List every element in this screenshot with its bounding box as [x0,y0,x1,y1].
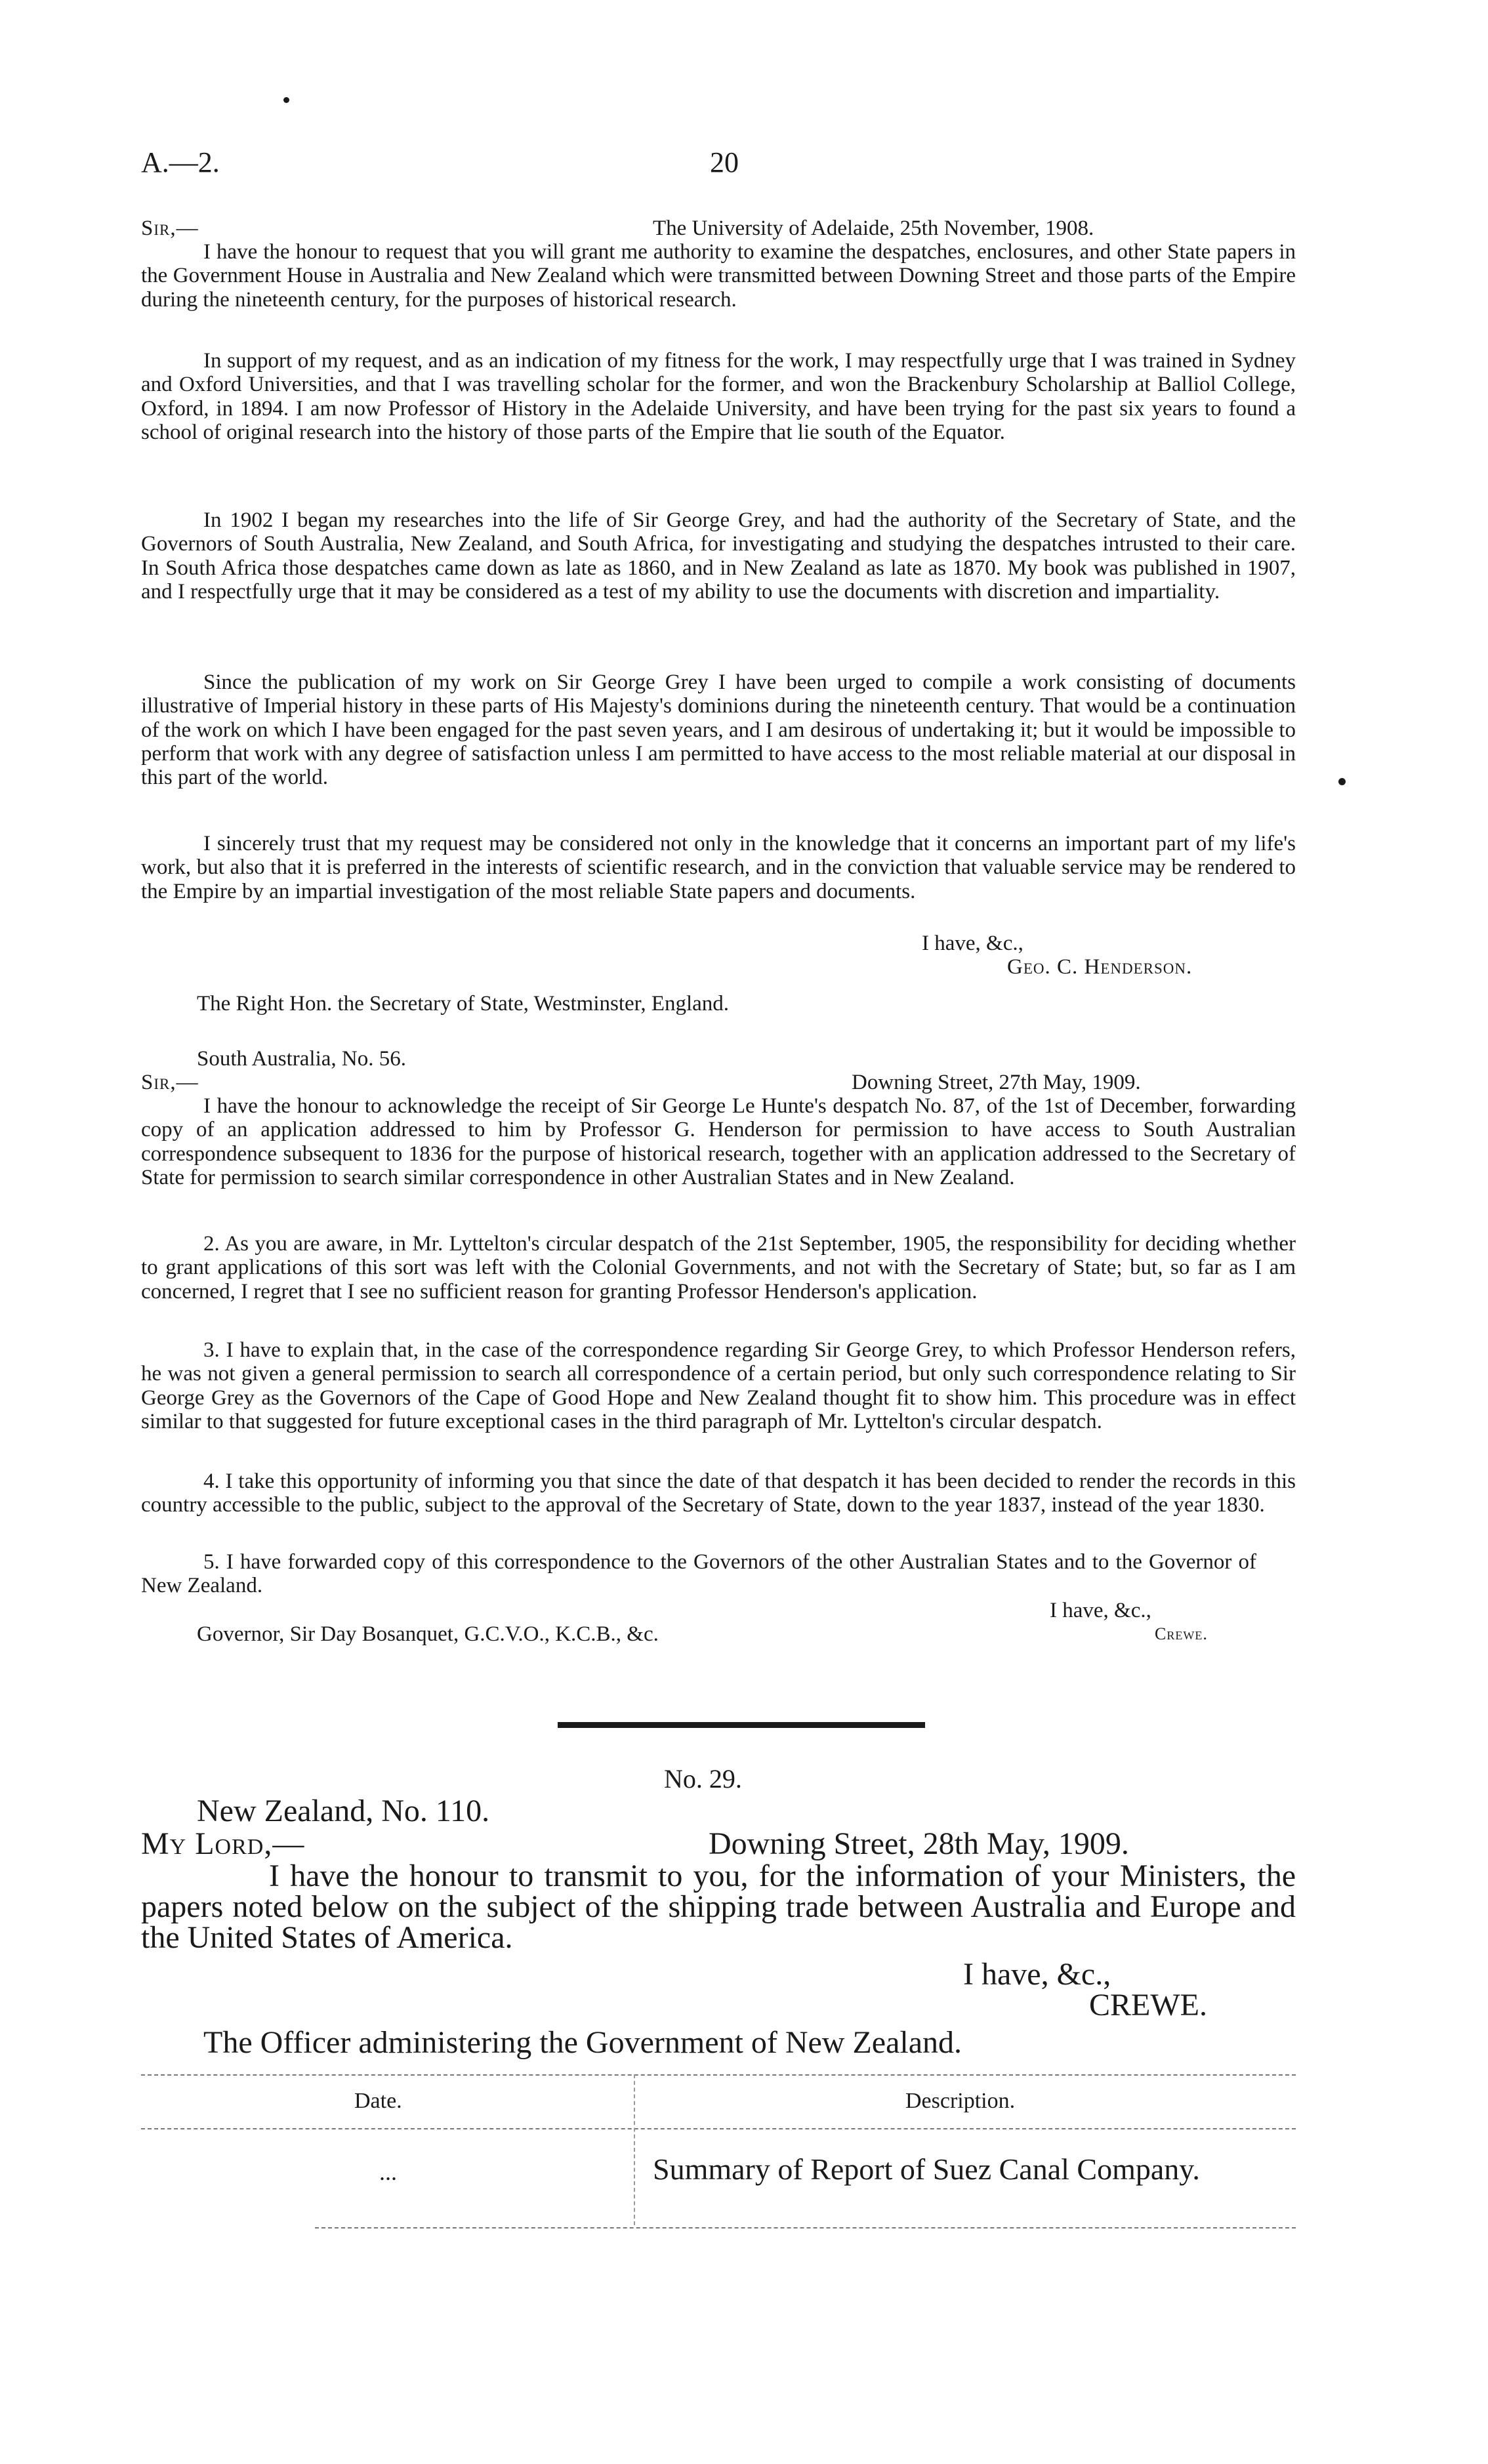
letter3-number: No. 29. [664,1764,742,1794]
letter3-address-date: Downing Street, 28th May, 1909. [709,1826,1129,1861]
letter3-reference: New Zealand, No. 110. [197,1794,490,1828]
table-bottom-rule [315,2227,1296,2228]
table-column-divider [634,2074,635,2225]
letter1-paragraph: I sincerely trust that my request may be considered not only in the knowledge that it concerns an important part of my life's work, but also that it is preferred in the interests of scientific research, and in the conviction that valuable service may be rendered to the Empire by an impartial investigation of the most reliable State papers and documents. [141,832,1296,903]
page-number: 20 [710,146,739,178]
table-header-rule [141,2128,1296,2129]
table-header-date: Date. [354,2089,402,2113]
letter3-addressee: The Officer administering the Government of New Zealand. [203,2025,962,2060]
table-top-rule [141,2074,1296,2076]
letter3-signature: CREWE. [1089,1988,1207,2023]
table-row-date: ... [379,2159,397,2185]
table-header-description: Description. [905,2089,1016,2113]
letter1-closing: I have, &c., [922,932,1023,955]
page-reference: A.—2. [141,146,220,178]
letter2-signature: Crewe. [1155,1624,1208,1643]
letter1-salutation: Sir,— [141,216,199,240]
section-divider [558,1722,925,1728]
letter2-paragraph: 3. I have to explain that, in the case of the correspondence regarding Sir George Grey, to which Professor Henderson refers, he was not given a general permission to search all correspondence of a certain period, but only such correspondence relating to Sir George Grey as the Governors of the Cape of Good Hope and New Zealand thought fit to show him. This procedure was in effect similar to that suggested for future exceptional cases in the third paragraph of Mr. Lyttelton's circular despatch. [141,1338,1296,1433]
letter2-paragraph: 4. I take this opportunity of informing you that since the date of that despatch it has been decided to render the records in this country accessible to the public, subject to the approval of the Secretary of State, down to the year 1837, instead of the year 1830. [141,1469,1296,1517]
letter1-paragraph: I have the honour to request that you will grant me authority to examine the despatches, enclosures, and other State papers in the Government House in Australia and New Zealand which were transmitted between Downing Street and those parts of the Empire during the nineteenth century, for the purposes of historical research. [141,240,1296,312]
letter1-paragraph: Since the publication of my work on Sir George Grey I have been urged to compile a work consisting of documents illustrative of Imperial history in these parts of His Majesty's dominions during the nineteenth century. That would be a continuation of the work on which I have been engaged for the past seven years, and I am desirous of undertaking it; but it would be impossible to perform that work with any degree of satisfaction unless I am permitted to have access to the most reliable material at our disposal in this part of the world. [141,670,1296,790]
table-row-description: Summary of Report of Suez Canal Company. [653,2152,1200,2186]
letter2-paragraph: I have the honour to acknowledge the receipt of Sir George Le Hunte's despatch No. 87, of the 1st of December, forwarding copy of an application addressed to him by Professor G. Henderson for permission to have access to South Australian correspondence subsequent to 1836 for the purpose of historical research, together with an application addressed to the Secretary of State for permission to search similar correspondence in other Australian States and in New Zealand. [141,1094,1296,1189]
scan-speck [1338,778,1346,785]
letter3-paragraph: I have the honour to transmit to you, for the information of your Ministers, the papers noted below on the subject of the shipping trade between Australia and Europe and the United States of America. [141,1858,1296,1955]
letter1-paragraph: In support of my request, and as an indication of my fitness for the work, I may respectfully urge that I was trained in Sydney and Oxford Universities, and that I was travelling scholar for the former, and won the Brackenbury Scholarship at Balliol College, Oxford, in 1894. I am now Professor of History in the Adelaide University, and have been trying for the past six years to found a school of original research into the history of those parts of the Empire that lie south of the Equator. [141,349,1296,444]
letter1-paragraph: In 1902 I began my researches into the life of Sir George Grey, and had the authority of the Secretary of State, and the Governors of South Australia, New Zealand, and South Africa, for investigating and studying the despatches intrusted to their care. In South Africa those despatches came down as late as 1860, and in New Zealand as late as 1870. My book was published in 1907, and I respectfully urge that it may be considered as a test of my ability to use the documents with discretion and impartiality. [141,508,1296,604]
letter2-paragraph: 5. I have forwarded copy of this correspondence to the Governors of the other Australian States and to the Governor of New Zealand. [141,1550,1256,1598]
letter3-closing: I have, &c., [963,1957,1111,1992]
letter2-paragraph: 2. As you are aware, in Mr. Lyttelton's circular despatch of the 21st September, 1905, the responsibility for deciding whether to grant applications of this sort was left with the Colonial Governments, and not with the Secretary of State; but, so far as I am concerned, I regret that I see no sufficient reason for granting Professor Henderson's application. [141,1232,1296,1304]
letter2-addressee: Governor, Sir Day Bosanquet, G.C.V.O., K.C.B., &c. [197,1622,659,1646]
scan-speck [283,97,289,103]
letter2-closing: I have, &c., [1050,1599,1151,1622]
letter1-signature: Geo. C. Henderson. [1007,955,1193,979]
letter2-address-date: Downing Street, 27th May, 1909. [852,1071,1141,1094]
letter2-salutation: Sir,— [141,1071,199,1094]
letter3-salutation: My Lord,— [141,1826,305,1861]
letter2-reference: South Australia, No. 56. [197,1047,406,1071]
letter1-addressee: The Right Hon. the Secretary of State, Westminster, England. [197,992,730,1016]
letter1-address-date: The University of Adelaide, 25th November, 1908. [653,216,1094,240]
